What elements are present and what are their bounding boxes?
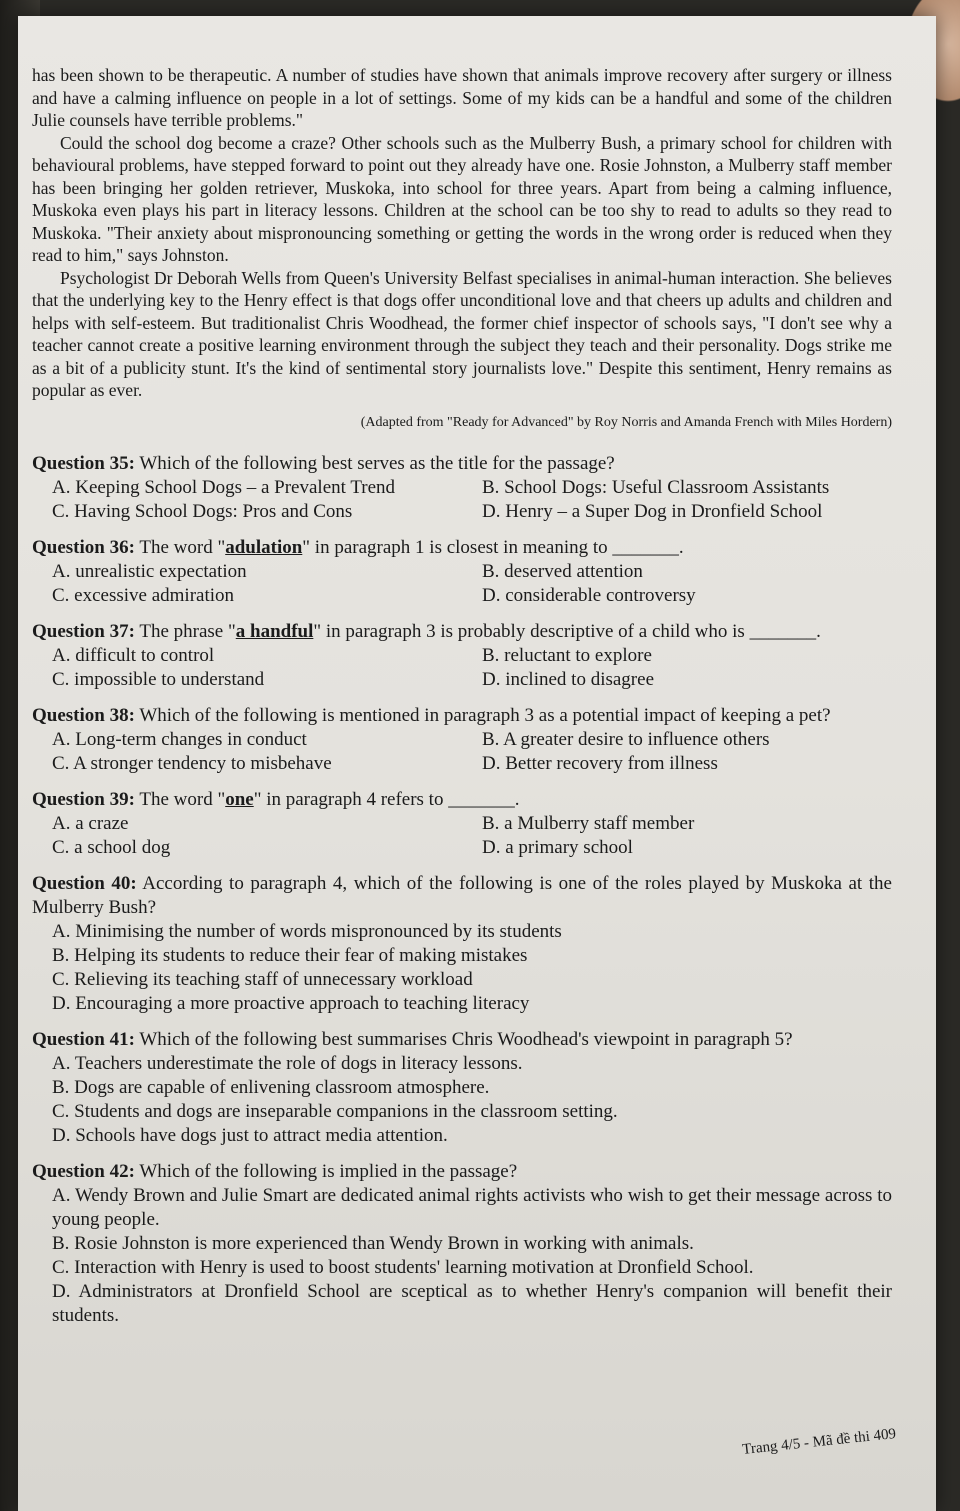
option-b: B. deserved attention bbox=[482, 561, 643, 582]
option-d: D. Better recovery from illness bbox=[482, 753, 718, 774]
question-stem-post: " in paragraph 3 is probably descriptive of a child who is _______. bbox=[313, 621, 821, 642]
question-41 bbox=[32, 1028, 892, 1148]
options bbox=[32, 728, 892, 776]
question-stem-underlined: one bbox=[225, 789, 254, 810]
option-d: D. Schools have dogs just to attract media attention. bbox=[52, 1125, 448, 1146]
question-stem: Which of the following best summarises Chris Woodhead's viewpoint in paragraph 5? bbox=[139, 1029, 793, 1050]
question-number: Question 41: bbox=[32, 1029, 135, 1050]
passage-paragraph-5: Psychologist Dr Deborah Wells from Queen's University Belfast specialises in animal-human interaction. She believes that the underlying key to the Henry effect is that dogs offer unconditional love and that cheers up adults and children and helps with self-esteem. But traditionalist Chris Woodhead, the former chief inspector of schools says, "I don't see why a teacher cannot create a positive learning environment through the subject they teach and their personality. Dogs strike me as a bit of a publicity stunt. It's the kind of sentimental story journalists love." Despite this sentiment, Henry remains as popular as ever. bbox=[32, 267, 892, 400]
option-b: B. A greater desire to influence others bbox=[482, 729, 770, 750]
option-b: B. reluctant to explore bbox=[482, 645, 652, 666]
exam-sheet bbox=[18, 16, 936, 1511]
option-b: B. Helping its students to reduce their fear of making mistakes bbox=[52, 945, 528, 966]
option-b: B. Rosie Johnston is more experienced than Wendy Brown in working with animals. bbox=[52, 1233, 694, 1254]
option-a: A. unrealistic expectation bbox=[52, 561, 247, 582]
question-number: Question 35: bbox=[32, 453, 135, 474]
question-number: Question 36: bbox=[32, 537, 135, 558]
option-a: A. Wendy Brown and Julie Smart are dedicated animal rights activists who wish to get their message across to young people. bbox=[52, 1185, 892, 1230]
question-stem-pre: The word " bbox=[139, 789, 226, 810]
option-c: C. Relieving its teaching staff of unnecessary workload bbox=[52, 969, 473, 990]
options bbox=[32, 560, 892, 608]
option-a: A. a craze bbox=[52, 813, 129, 834]
options bbox=[32, 812, 892, 860]
question-39 bbox=[32, 788, 892, 860]
option-a: A. Keeping School Dogs – a Prevalent Trend bbox=[52, 477, 396, 498]
passage-paragraph-4: Could the school dog become a craze? Other schools such as the Mulberry Bush, a primary school for children with behavioural problems, have stepped forward to point out they already have one. Rosie Johnston, a Mulberry staff member has been bringing her golden retriever, Muskoka, into school for three years. Apart from being a calming influence, Muskoka even plays his part in literacy lessons. Children at the school can be too shy to read to adults so they read to Muskoka. "Their anxiety about mispronouncing something or getting the words in the wrong order is reduced when they read to him," says Johnston. bbox=[32, 132, 892, 265]
option-c: C. Having School Dogs: Pros and Cons bbox=[52, 501, 353, 522]
option-a: A. Teachers underestimate the role of dogs in literacy lessons. bbox=[52, 1053, 523, 1074]
question-stem-post: " in paragraph 1 is closest in meaning to _______. bbox=[302, 537, 684, 558]
question-40 bbox=[32, 872, 892, 1016]
question-35 bbox=[32, 452, 892, 524]
options bbox=[32, 1184, 892, 1328]
option-b: B. a Mulberry staff member bbox=[482, 813, 695, 834]
question-36 bbox=[32, 536, 892, 608]
option-c: C. Interaction with Henry is used to boost students' learning motivation at Dronfield School. bbox=[52, 1257, 754, 1278]
option-c: C. A stronger tendency to misbehave bbox=[52, 753, 332, 774]
option-b: B. Dogs are capable of enlivening classroom atmosphere. bbox=[52, 1077, 490, 1098]
options bbox=[32, 476, 892, 524]
question-stem-pre: The phrase " bbox=[139, 621, 236, 642]
question-37 bbox=[32, 620, 892, 692]
option-d: D. Administrators at Dronfield School are sceptical as to whether Henry's companion will benefit their students. bbox=[52, 1281, 892, 1326]
question-stem-underlined: a handful bbox=[235, 621, 314, 642]
page-footer: Trang 4/5 - Mã đề thi 409 bbox=[741, 1425, 897, 1459]
option-c: C. Students and dogs are inseparable companions in the classroom setting. bbox=[52, 1101, 618, 1122]
option-a: A. difficult to control bbox=[52, 645, 215, 666]
options bbox=[32, 644, 892, 692]
question-stem: Which of the following best serves as the title for the passage? bbox=[139, 453, 615, 474]
question-42 bbox=[32, 1160, 892, 1328]
option-b: B. School Dogs: Useful Classroom Assistants bbox=[482, 477, 830, 498]
question-stem-post: " in paragraph 4 refers to _______. bbox=[253, 789, 520, 810]
question-stem: According to paragraph 4, which of the following is one of the roles played by Muskoka at the Mulberry Bush? bbox=[32, 873, 892, 918]
question-stem: Which of the following is mentioned in paragraph 3 as a potential impact of keeping a pet? bbox=[139, 705, 831, 726]
option-d: D. inclined to disagree bbox=[482, 669, 655, 690]
question-number: Question 37: bbox=[32, 621, 135, 642]
options bbox=[32, 1052, 892, 1148]
passage-paragraph-3-tail: has been shown to be therapeutic. A number of studies have shown that animals improve recovery after surgery or illness and have a calming influence on people in a lot of settings. Some of my kids can be a handful and some of the children Julie counsels have terrible problems." bbox=[32, 65, 892, 130]
question-number: Question 40: bbox=[32, 873, 137, 894]
question-number: Question 42: bbox=[32, 1161, 135, 1182]
option-d: D. Encouraging a more proactive approach to teaching literacy bbox=[52, 993, 530, 1014]
question-stem: Which of the following is implied in the passage? bbox=[139, 1161, 518, 1182]
option-a: A. Long-term changes in conduct bbox=[52, 729, 307, 750]
question-stem-underlined: adulation bbox=[225, 537, 303, 558]
option-d: D. Henry – a Super Dog in Dronfield School bbox=[482, 501, 823, 522]
option-a: A. Minimising the number of words mispronounced by its students bbox=[52, 921, 562, 942]
option-d: D. a primary school bbox=[482, 837, 633, 858]
option-d: D. considerable controversy bbox=[482, 585, 696, 606]
page-content bbox=[32, 64, 892, 1340]
option-c: C. a school dog bbox=[52, 837, 171, 858]
option-c: C. impossible to understand bbox=[52, 669, 265, 690]
question-stem-pre: The word " bbox=[139, 537, 226, 558]
question-number: Question 38: bbox=[32, 705, 135, 726]
option-c: C. excessive admiration bbox=[52, 585, 235, 606]
question-number: Question 39: bbox=[32, 789, 135, 810]
options bbox=[32, 920, 892, 1016]
question-38 bbox=[32, 704, 892, 776]
passage-source: (Adapted from "Ready for Advanced" by Roy Norris and Amanda French with Miles Hordern) bbox=[360, 414, 892, 430]
